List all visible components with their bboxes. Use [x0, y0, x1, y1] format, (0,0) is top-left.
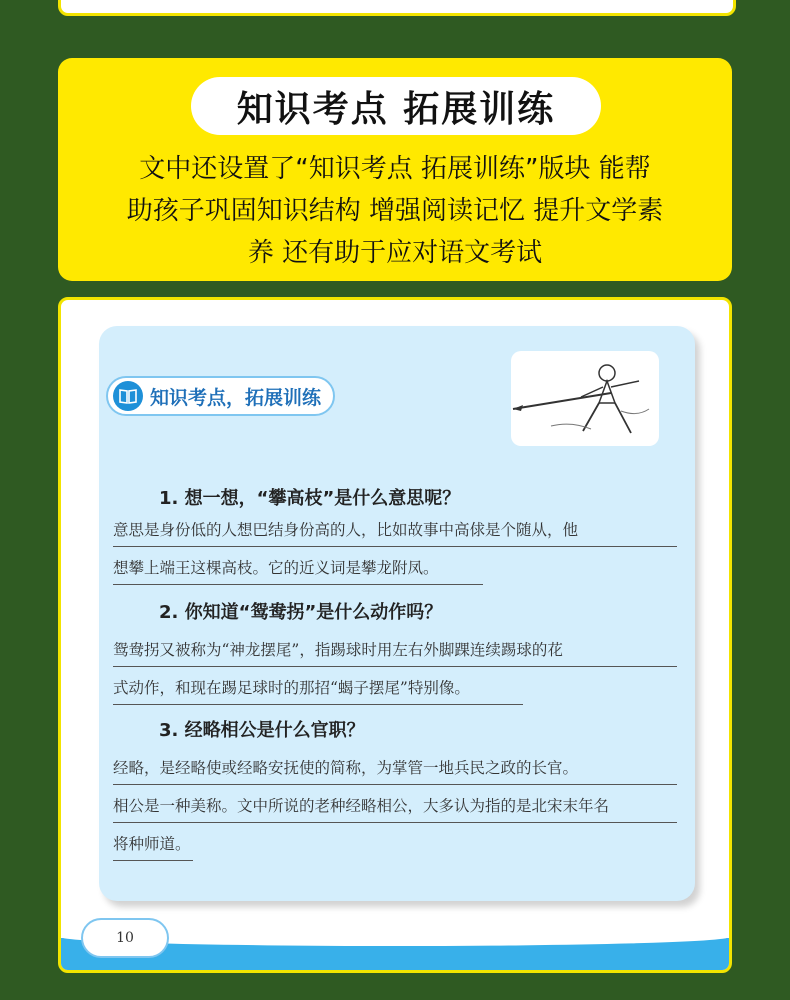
answer-line: 想攀上端王这棵高枝。它的近义词是攀龙附凤。	[113, 550, 483, 585]
answer-line: 式动作，和现在踢足球时的那招“蝎子摆尾”特别像。	[113, 670, 523, 705]
feature-title: 知识考点 拓展训练	[191, 77, 601, 135]
answer-line: 将种师道。	[113, 826, 193, 861]
question-3: 3. 经略相公是什么官职？	[159, 720, 365, 741]
section-badge-label: 知识考点，拓展训练	[150, 386, 322, 409]
feature-description	[83, 148, 707, 274]
book-icon	[113, 381, 143, 411]
question-2: 2. 你知道“鸳鸯拐”是什么动作吗？	[159, 602, 443, 623]
answer-line: 相公是一种美称。文中所说的老种经略相公，大多认为指的是北宋末年名	[113, 788, 677, 823]
feature-card	[58, 58, 732, 281]
section-badge	[106, 376, 335, 416]
previous-illustration-edge	[333, 0, 453, 2]
book-page-preview	[58, 297, 732, 973]
page-number: 10	[116, 930, 134, 946]
exercise-panel	[99, 326, 695, 901]
answer-line: 鸳鸯拐又被称为“神龙摆尾”，指踢球时用左右外脚踝连续踢球的花	[113, 632, 677, 667]
previous-page-strip	[58, 0, 736, 16]
description-line: 养 还有助于应对语文考试	[247, 238, 543, 268]
description-line: 文中还设置了“知识考点 拓展训练”版块 能帮	[139, 154, 651, 184]
question-1: 1. 想一想，“攀高枝”是什么意思呢？	[159, 488, 461, 509]
warrior-illustration	[511, 351, 659, 446]
page-number-cloud	[81, 918, 169, 958]
description-line: 助孩子巩固知识结构 增强阅读记忆 提升文学素	[126, 196, 664, 226]
answer-line: 意思是身份低的人想巴结身份高的人，比如故事中高俅是个随从，他	[113, 512, 677, 547]
answer-line: 经略，是经略使或经略安抚使的简称，为掌管一地兵民之政的长官。	[113, 750, 677, 785]
